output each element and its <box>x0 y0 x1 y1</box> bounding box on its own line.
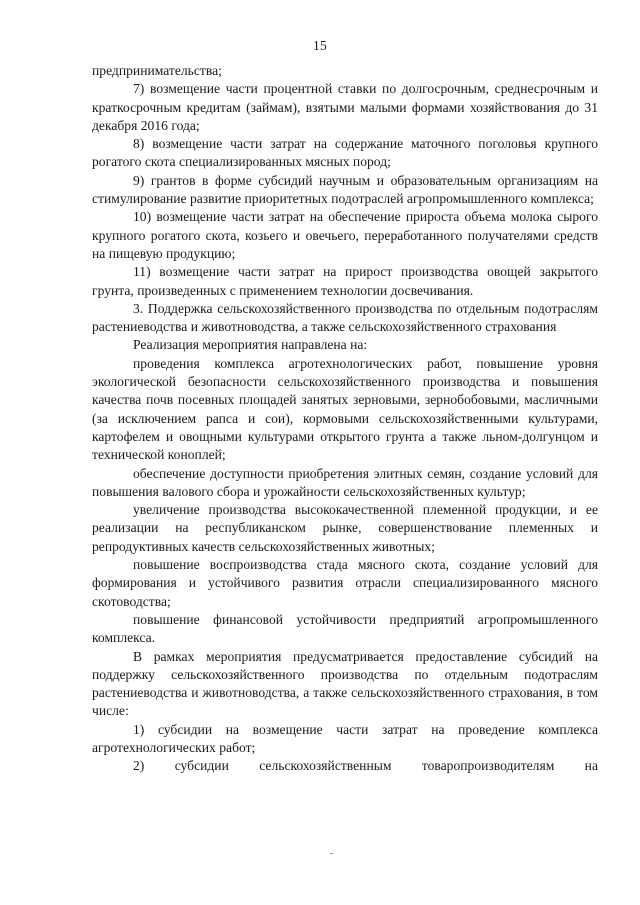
list-item-7: 7) возмещение части процентной ставки по долгосрочным, среднесрочным и краткосрочным кредитам (займам), взятыми малыми формами хозяйствования до 31 декабря 2016 года; <box>92 81 598 133</box>
paragraph-agrotech: проведения комплекса агротехнологических работ, повышение уровня экологической безопасности сельскохозяйственного производства и повышения качества почв посевных площадей занятых зерновыми, зернобобовыми, масличными (за исключением рапса и сои), кормовыми сельскохозяйственными культурами, картофелем и овощными культурами открытого грунта а также льном-долгунцом и технической коноплей; <box>92 355 598 463</box>
scan-speck <box>330 853 333 854</box>
list-item-11: 11) возмещение части затрат на прирост производства овощей закрытого грунта, произведенных с применением технологии досвечивания. <box>92 264 598 298</box>
list-item-8: 8) возмещение части затрат на содержание маточного поголовья крупного рогатого скота специализированных мясных пород; <box>92 136 598 170</box>
paragraph-financial-stability: повышение финансовой устойчивости предприятий агропромышленного комплекса. <box>92 611 598 646</box>
paragraph-beef-cattle: повышение воспроизводства стада мясного скота, создание условий для формирования и устойчивого развития отрасли специализированного мясного скотоводства; <box>92 557 598 609</box>
page-body <box>92 62 598 776</box>
paragraph-seeds: обеспечение доступности приобретения элитных семян, создание условий для повышения валового сбора и урожайности сельскохозяйственных культур; <box>92 465 598 499</box>
section-heading-3: 3. Поддержка сельскохозяйственного производства по отдельным подотраслям растениеводства и животноводства, а также сельскохозяйственного страхования <box>92 300 598 335</box>
paragraph-breeding: увеличение производства высококачественной племенной продукции, и ее реализации на республиканском рынке, совершенствование племенных и репродуктивных качеств сельскохозяйственных животных; <box>92 502 598 554</box>
subsidy-item-2: 2) субсидии сельскохозяйственным товаропроизводителям на <box>133 758 598 774</box>
paragraph-intro: Реализация мероприятия направлена на: <box>133 337 368 353</box>
list-item-10: 10) возмещение части затрат на обеспечение прироста объема молока сырого крупного рогатого скота, козьего и овечьего, переработанного получателями средств на пищевую продукцию; <box>92 209 598 261</box>
paragraph-continuation: предпринимательства; <box>92 63 222 78</box>
list-item-9: 9) грантов в форме субсидий научным и образовательным организациям на стимулирование развитие приоритетных подотраслей агропромышленного комплекса; <box>92 172 598 207</box>
subsidy-item-1: 1) субсидии на возмещение части затрат на проведение комплекса агротехнологических работ; <box>92 721 598 755</box>
paragraph-subsidies: В рамках мероприятия предусматривается предоставление субсидий на поддержку сельскохозяйственного производства по отдельным подотраслям растениеводства и животноводства, а также сельскохозяйственного страхования, в том числе: <box>92 648 598 719</box>
page-number: 15 <box>313 38 327 53</box>
